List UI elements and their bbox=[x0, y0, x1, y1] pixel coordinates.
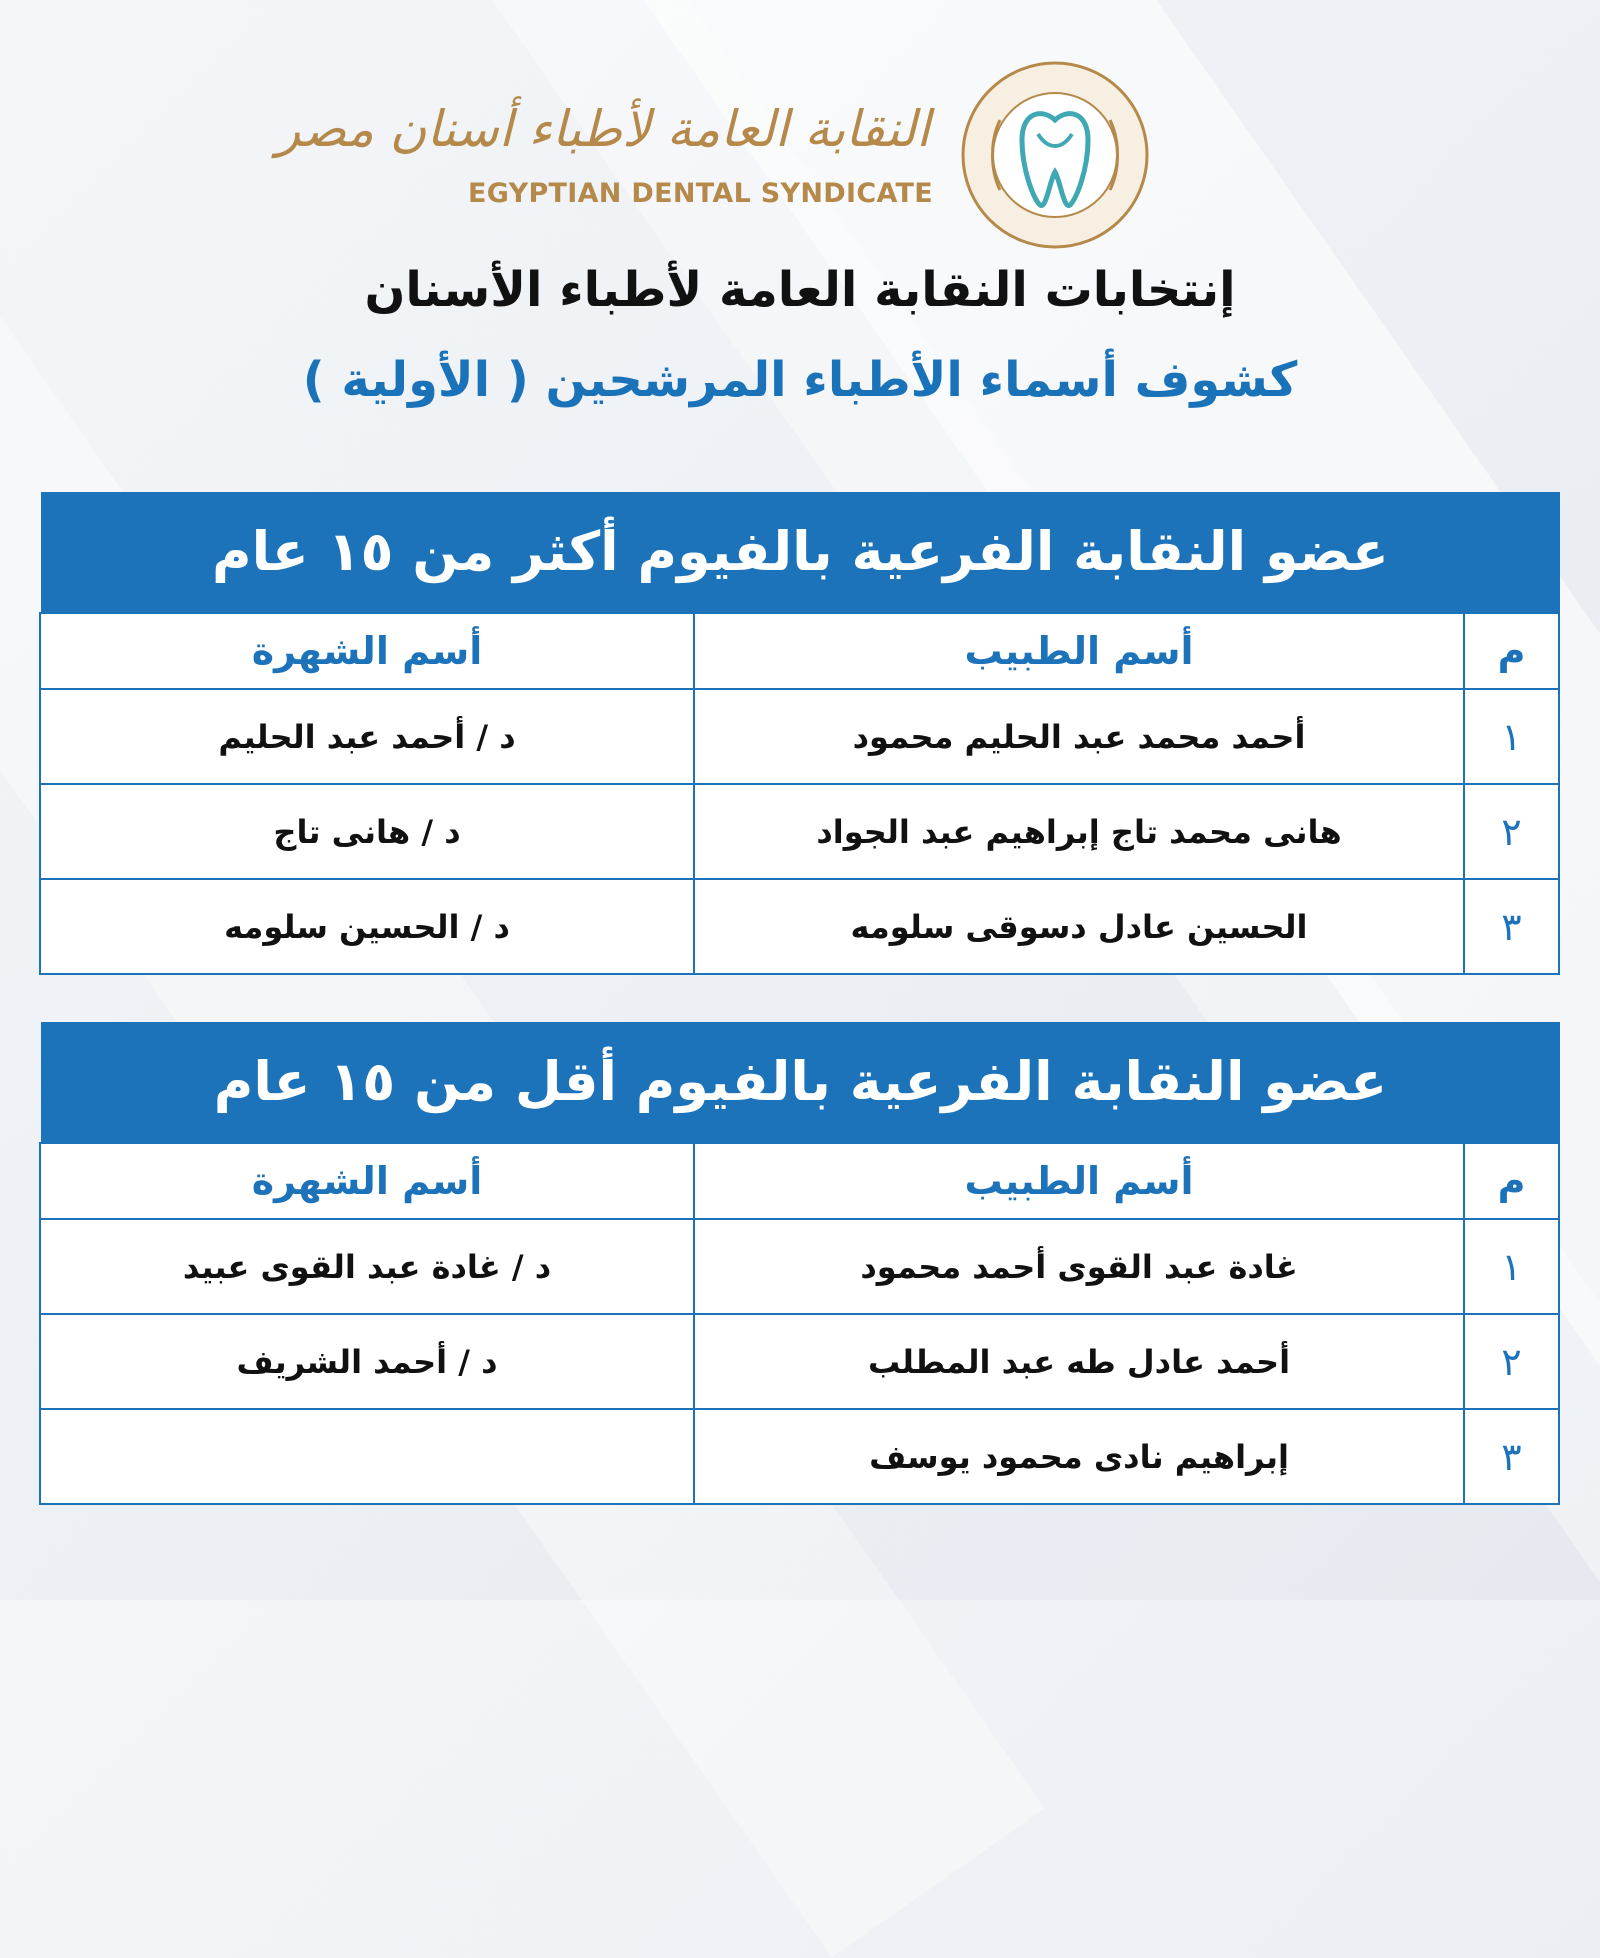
row-number: ٣ bbox=[1464, 1409, 1559, 1504]
candidates-table-under-15 bbox=[41, 1022, 1560, 1505]
row-number: ١ bbox=[1464, 689, 1559, 784]
table-row bbox=[40, 1409, 1559, 1504]
page-subtitle: كشوف أسماء الأطباء المرشحين ( الأولية ) bbox=[302, 352, 1298, 408]
column-header-num: م bbox=[1464, 1143, 1559, 1219]
doctor-name: أحمد محمد عبد الحليم محمود bbox=[694, 689, 1464, 784]
table-header-row bbox=[40, 1143, 1559, 1219]
doctor-name: هانى محمد تاج إبراهيم عبد الجواد bbox=[694, 784, 1464, 879]
page-title: إنتخابات النقابة العامة لأطباء الأسنان bbox=[364, 262, 1236, 318]
doctor-known-name: د / الحسين سلومه bbox=[40, 879, 694, 974]
column-header-num: م bbox=[1464, 613, 1559, 689]
row-number: ٢ bbox=[1464, 784, 1559, 879]
doctor-name: إبراهيم نادى محمود يوسف bbox=[694, 1409, 1464, 1504]
candidates-table bbox=[39, 612, 1560, 975]
doctor-name: الحسين عادل دسوقى سلومه bbox=[694, 879, 1464, 974]
column-header-fame: أسم الشهرة bbox=[40, 1143, 694, 1219]
row-number: ٢ bbox=[1464, 1314, 1559, 1409]
doctor-known-name: د / هانى تاج bbox=[40, 784, 694, 879]
row-number: ١ bbox=[1464, 1219, 1559, 1314]
column-header-name: أسم الطبيب bbox=[694, 613, 1464, 689]
column-header-name: أسم الطبيب bbox=[694, 1143, 1464, 1219]
table-row bbox=[40, 1219, 1559, 1314]
doctor-known-name: د / أحمد الشريف bbox=[40, 1314, 694, 1409]
table-heading: عضو النقابة الفرعية بالفيوم أكثر من ١٥ عام bbox=[41, 492, 1560, 612]
doctor-name: أحمد عادل طه عبد المطلب bbox=[694, 1314, 1464, 1409]
candidates-table-over-15 bbox=[41, 492, 1560, 975]
syndicate-logo bbox=[276, 60, 1150, 250]
table-header-row bbox=[40, 613, 1559, 689]
doctor-known-name: د / أحمد عبد الحليم bbox=[40, 689, 694, 784]
doctor-known-name: د / غادة عبد القوى عبيد bbox=[40, 1219, 694, 1314]
logo-arabic-name: النقابة العامة لأطباء أسنان مصر bbox=[276, 100, 930, 158]
doctor-known-name bbox=[40, 1409, 694, 1504]
tooth-seal-icon bbox=[960, 60, 1150, 250]
doctor-name: غادة عبد القوى أحمد محمود bbox=[694, 1219, 1464, 1314]
column-header-fame: أسم الشهرة bbox=[40, 613, 694, 689]
table-row bbox=[40, 784, 1559, 879]
table-heading: عضو النقابة الفرعية بالفيوم أقل من ١٥ عام bbox=[41, 1022, 1560, 1142]
row-number: ٣ bbox=[1464, 879, 1559, 974]
table-row bbox=[40, 1314, 1559, 1409]
table-row bbox=[40, 689, 1559, 784]
table-row bbox=[40, 879, 1559, 974]
candidates-table bbox=[39, 1142, 1560, 1505]
logo-english-name: EGYPTIAN DENTAL SYNDICATE bbox=[468, 178, 934, 209]
